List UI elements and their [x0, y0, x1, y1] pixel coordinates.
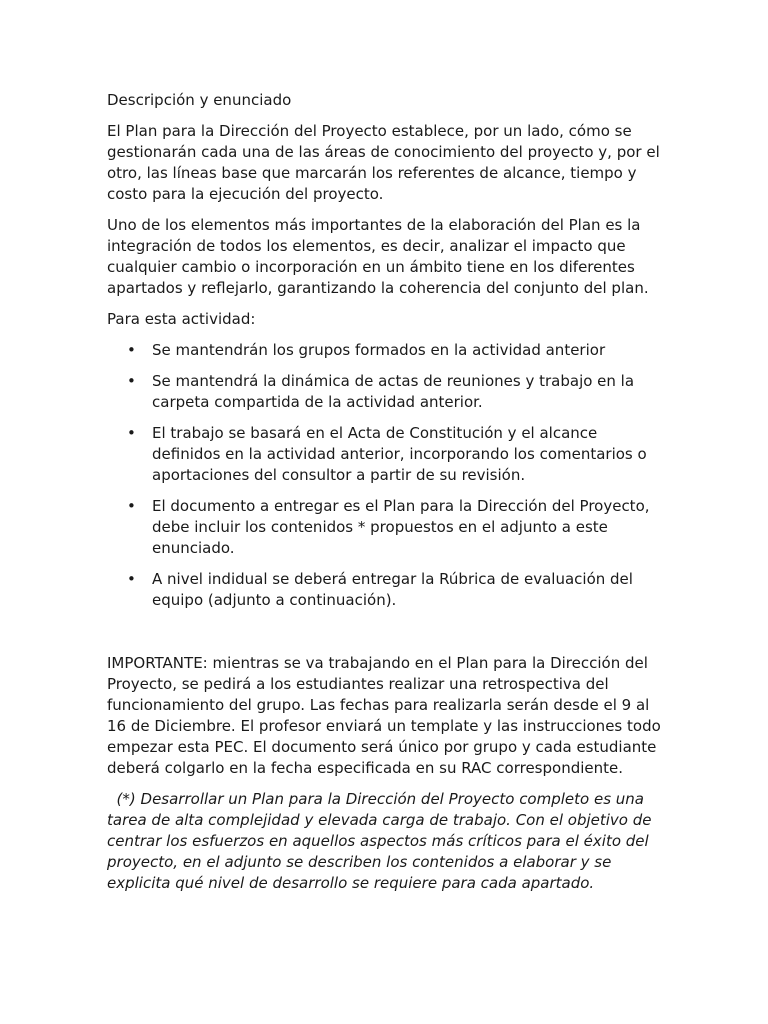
list-item-text: El documento a entregar es el Plan para la Dirección del Proyecto, debe incluir los contenidos * propuestos en el adjunto a este enunciado.	[152, 497, 650, 557]
list-item	[107, 423, 662, 486]
bullet-icon: •	[127, 424, 136, 442]
document-heading: Descripción y enunciado	[107, 91, 292, 109]
bullet-icon: •	[127, 341, 136, 359]
list-item	[107, 340, 662, 361]
activity-bullet-list	[107, 340, 662, 611]
list-item	[107, 371, 662, 413]
footnote-note: (*) Desarrollar un Plan para la Dirección del Proyecto completo es una tarea de alta complejidad y elevada carga de trabajo. Con el objetivo de centrar los esfuerzos en aquellos aspectos más críticos para el éxito del proyecto, en el adjunto se describen los contenidos a elaborar y se explicita qué nivel de desarrollo se requiere para cada apartado.	[107, 790, 657, 892]
paragraph-integration: Uno de los elementos más importantes de la elaboración del Plan es la integración de todos los elementos, es decir, analizar el impacto que cualquier cambio o incorporación en un ámbito tiene en los diferentes apartados y reflejarlo, garantizando la coherencia del conjunto del plan.	[107, 216, 649, 297]
list-item-text: A nivel indidual se deberá entregar la Rúbrica de evaluación del equipo (adjunto a continuación).	[152, 570, 633, 609]
bullet-icon: •	[127, 570, 136, 588]
list-item-text: El trabajo se basará en el Acta de Constitución y el alcance definidos en la actividad anterior, incorporando los comentarios o aportaciones del consultor a partir de su revisión.	[152, 424, 647, 484]
list-item-text: Se mantendrá la dinámica de actas de reuniones y trabajo en la carpeta compartida de la actividad anterior.	[152, 372, 635, 411]
document-page	[107, 90, 662, 894]
bullet-icon: •	[127, 497, 136, 515]
list-item	[107, 569, 662, 611]
paragraph-activity-intro: Para esta actividad:	[107, 310, 256, 328]
bullet-icon: •	[127, 372, 136, 390]
important-paragraph: IMPORTANTE: mientras se va trabajando en el Plan para la Dirección del Proyecto, se pedirá a los estudiantes realizar una retrospectiva del funcionamiento del grupo. Las fechas para realizarla serán desde el 9 al 16 de Diciembre. El profesor enviará un template y las instrucciones todo empezar esta PEC. El documento será único por grupo y cada estudiante deberá colgarlo en la fecha especificada en su RAC correspondiente.	[107, 654, 661, 777]
blank-line	[107, 621, 662, 653]
paragraph-plan-intro: El Plan para la Dirección del Proyecto establece, por un lado, cómo se gestionarán cada una de las áreas de conocimiento del proyecto y, por el otro, las líneas base que marcarán los referentes de alcance, tiempo y costo para la ejecución del proyecto.	[107, 122, 660, 203]
list-item-text: Se mantendrán los grupos formados en la actividad anterior	[152, 341, 606, 359]
list-item	[107, 496, 662, 559]
